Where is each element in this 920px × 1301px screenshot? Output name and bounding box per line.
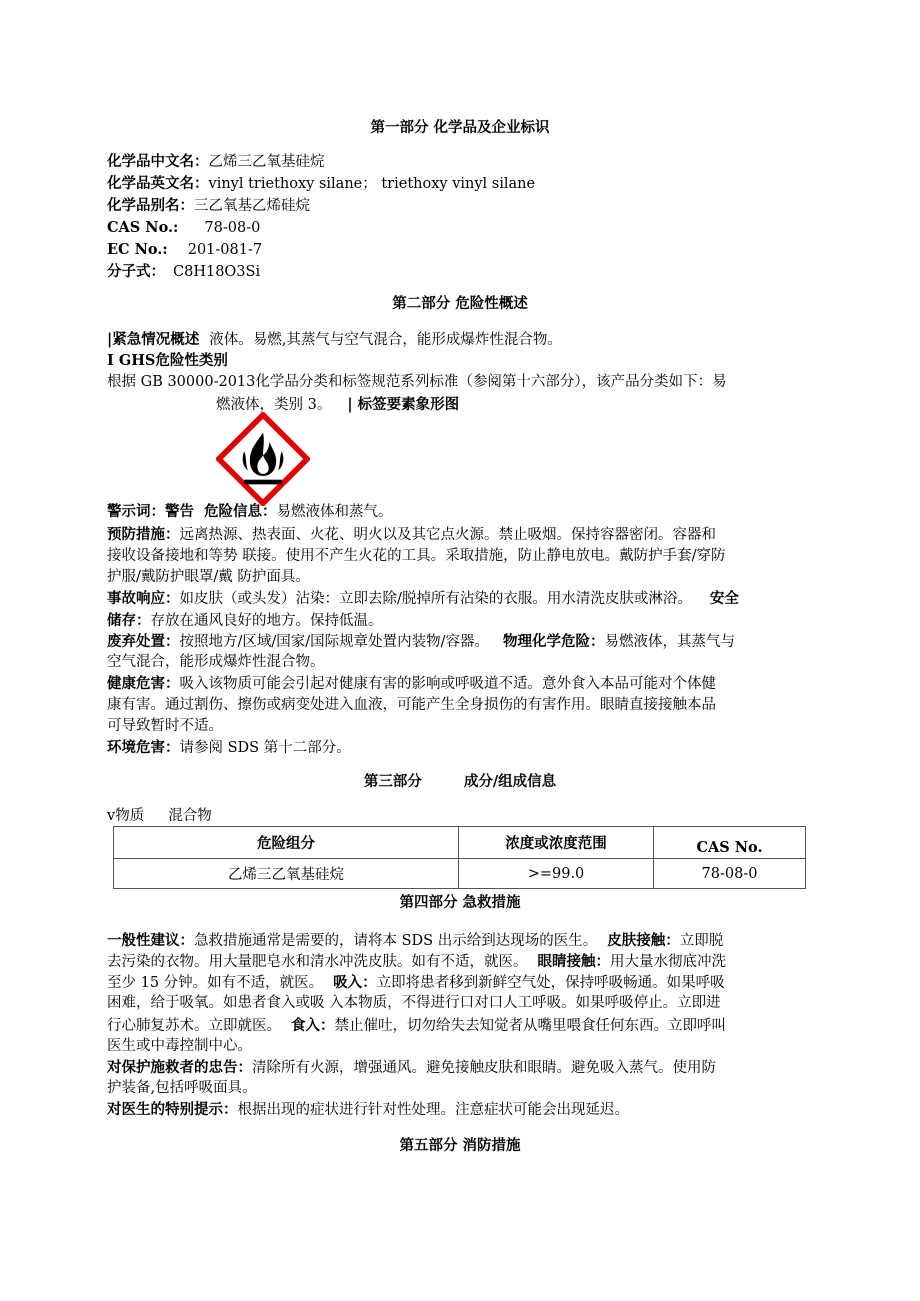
rescuer-line1: 对保护施救者的忠告：清除所有火源，增强通风。避免接触皮肤和眼睛。避免吸入蒸气。使用防 <box>107 1059 716 1076</box>
header-component: 危险组分 <box>114 827 459 859</box>
storage-line: 储存：存放在通风良好的地方。保持低温。 <box>107 612 383 629</box>
alias-line: 化学品别名：三乙氧基乙烯硅烷 <box>107 197 310 214</box>
section4-title: 第四部分 急救措施 <box>399 894 521 911</box>
signal-line: 警示词：警告 危险信息：易燃液体和蒸气。 <box>107 503 393 520</box>
doctor-line: 对医生的特别提示：根据出现的症状进行针对性处理。注意症状可能会出现延迟。 <box>107 1101 629 1118</box>
firstaid-line6: 医生或中毒控制中心。 <box>107 1038 252 1054</box>
flame-ghs02-icon <box>216 412 310 506</box>
firstaid-line1: 一般性建议：急救措施通常是需要的，请将本 SDS 出示给到达现场的医生。 皮肤接触：立即脱 <box>107 932 724 949</box>
ghs-heading: I GHS危险性类别 <box>107 352 228 369</box>
ghs-line1: 根据 GB 30000-2013化学品分类和标签规范系列标准（参阅第十六部分），该产品分类如下：易 <box>107 374 727 390</box>
table-header-row <box>114 827 806 859</box>
disposal-line: 废弃处置：按照地方/区域/国家/国际规章处置内装物/容器。 物理化学危险：易燃液体，其蒸气与 <box>107 633 736 650</box>
firstaid-line2: 去污染的衣物。用大量肥皂水和清水冲洗皮肤。如有不适，就医。 眼睛接触：用大量水彻底冲洗 <box>107 953 726 970</box>
cas-line: CAS No.: 78-08-0 <box>107 219 261 236</box>
cell-cas: 78-08-0 <box>654 859 806 889</box>
emergency-line: |紧急情况概述 液体。易燃,其蒸气与空气混合，能形成爆炸性混合物。 <box>107 331 562 348</box>
cell-concentration: >=99.0 <box>459 859 654 889</box>
health-line3: 可导致暂时不适。 <box>107 718 223 734</box>
physchem-line2: 空气混合，能形成爆炸性混合物。 <box>107 654 325 670</box>
response-line: 事故响应：如皮肤（或头发）沾染：立即去除/脱掉所有沾染的衣服。用水清洗皮肤或淋浴。 安全 <box>107 590 739 607</box>
en-name-line: 化学品英文名：vinyl triethoxy silane； triethoxy vinyl silane <box>107 175 536 192</box>
firstaid-line4: 困难，给于吸氧。如患者食入或吸 入本物质，不得进行口对口人工呼吸。如果呼吸停止。立即进 <box>107 995 721 1011</box>
health-line2: 康有害。通过割伤、擦伤或病变处进入血液，可能产生全身损伤的有害作用。眼睛直接接触本品 <box>107 697 716 713</box>
cell-component: 乙烯三乙氧基硅烷 <box>114 859 459 889</box>
ec-line: EC No.: 201-081-7 <box>107 241 263 258</box>
substance-line: v物质 混合物 <box>107 808 212 824</box>
prevention-line3: 护服/戴防护眼罩/戴 防护面具。 <box>107 569 310 585</box>
environment-line: 环境危害：请参阅 SDS 第十二部分。 <box>107 739 351 756</box>
prevention-line1: 预防措施：远离热源、热表面、火花、明火以及其它点火源。禁止吸烟。保持容器密闭。容器和 <box>107 526 716 543</box>
table-row <box>114 859 806 889</box>
header-cas: CAS No. <box>654 827 806 859</box>
cn-name-line: 化学品中文名：乙烯三乙氧基硅烷 <box>107 153 325 170</box>
section1-title: 第一部分 化学品及企业标识 <box>370 119 550 136</box>
firstaid-line5: 行心肺复苏术。立即就医。 食入：禁止催吐，切勿给失去知觉者从嘴里喂食任何东西。立即呼叫 <box>107 1017 726 1034</box>
section3-title: 第三部分 成分/组成信息 <box>363 773 557 790</box>
firstaid-line3: 至少 15 分钟。如有不适，就医。 吸入：立即将患者移到新鲜空气处，保持呼吸畅通。如果呼吸 <box>107 974 725 991</box>
ghs-line2: 燃液体，类别 3。 | 标签要素象形图 <box>216 396 460 413</box>
health-line1: 健康危害：吸入该物质可能会引起对健康有害的影响或呼吸道不适。意外食入本品可能对个体健 <box>107 675 716 692</box>
prevention-line2: 接收设备接地和等势 联接。使用不产生火花的工具。采取措施，防止静电放电。戴防护手套/穿防 <box>107 548 726 564</box>
composition-table <box>113 826 806 889</box>
rescuer-line2: 护装备,包括呼吸面具。 <box>107 1080 257 1096</box>
section5-title: 第五部分 消防措施 <box>399 1137 521 1154</box>
header-concentration: 浓度或浓度范围 <box>459 827 654 859</box>
section2-title: 第二部分 危险性概述 <box>392 295 528 312</box>
formula-line: 分子式： C8H18O3Si <box>107 263 261 280</box>
